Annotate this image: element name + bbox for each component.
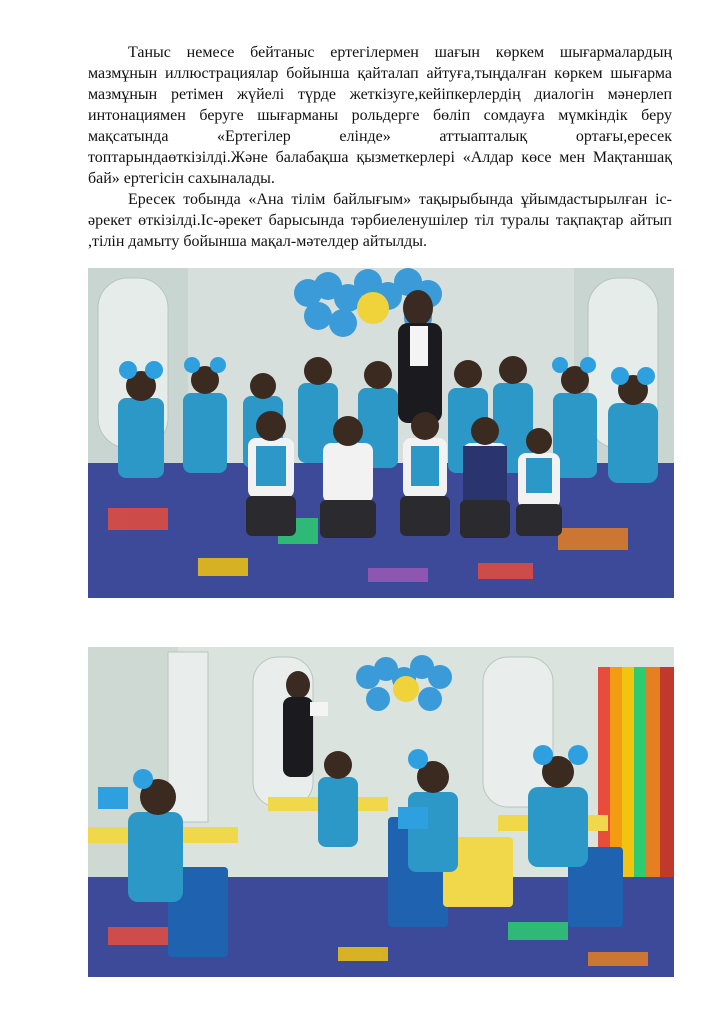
classroom-photo-children-at-tables <box>88 647 674 977</box>
paragraph-2: Ересек тобында «Ана тілім байлығым» тақырыбында ұйымдастырылған іс-әрекет өткізілді.Іс-әрекет барысында тәрбиеленушілер тіл туралы тақпақтар айтып ,тілін дамыту бойынша мақал-мәтелдер айтылды. <box>88 191 672 250</box>
body-text <box>88 42 672 252</box>
group-photo-children-with-teacher <box>88 268 674 598</box>
paragraph-1: Таныс немесе бейтаныс ертегілермен шағын көркем шығармалардың мазмұнын иллюстрациялар бойынша қайталап айтуға,тыңдалған көркем шығарма мазмұнын ретімен жүйелі түрде жеткізуге,кейіпкерлердің диалогін мәнерлеп интонациямен беруге шығарманы рольдерге бөліп сомдауға мүмкіндік беру мақсатында «Ертегілер елінде» аттыапталық ортағы,ересек топтарындаөткізілді.Және балабақша қызметкерлері «Алдар көсе мен Мақтаншақ бай» ертегісін сахыналады. <box>88 44 672 187</box>
